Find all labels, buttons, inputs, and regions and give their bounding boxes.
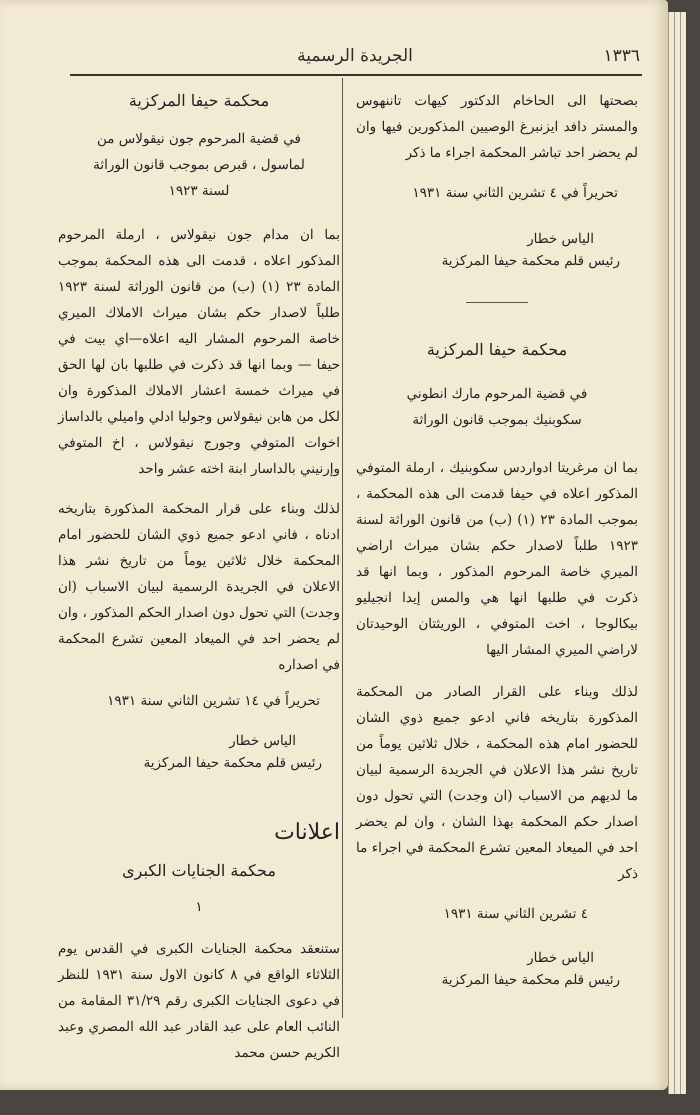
notice-paragraph: لذلك وبناء على القرار الصادر من المحكمة المذكورة بتاريخه فاني ادعو جميع ذوي الشان للحضور امام هذه المحكمة ، خلال ثلاثين يوماً من تاريخ نشر هذا الاعلان في الجريدة الرسمية لبيان ما لديهم من الاسباب (ان وجدت) التي تحول دون اصدار حكم المحكمة بهذا الشان ، وان لم يحضر احد في الميعاد المعين تشرع المحكمة في اجراء ما ذكر [356,684,638,882]
notice-paragraph: بما ان مدام جون نيقولاس ، ارملة المرحوم المذكور اعلاه ، قدمت الى هذه المحكمة بموجب المادة ٢٣ (١) (ب) من قانون الوراثة لسنة ١٩٢٣ طلباً لاصدار حكم بشان ميراث الاملاك الميري خاصة المرحوم المشار اليه اعلاه—اي بيت في حيفا — وبما انها قد ذكرت في طلبها بان لها الحق في ميراث خمسة اعشار الاملاك المذكورة وان لكل من هابن نيقولاس وجوليا ادلي واميلي بالداساز اخوات المتوفي وجورج نيقولاس ، اخ المتوفي وإرنيني بالداسار ابنة اخته عشر واحد [58,227,340,477]
column-divider [342,78,343,1018]
notice-date: تحريراً في ١٤ تشرين الثاني سنة ١٩٣١ [107,693,320,709]
page-number: ١٣٣٦ [603,46,640,66]
signature-block [58,730,340,774]
item-number: ١ [195,899,203,915]
notice-paragraph: لذلك وبناء على قرار المحكمة المذكورة بتاريخه ادناه ، فاني ادعو جميع ذوي الشان للحضور امام المحكمة خلال ثلاثين يوماً من تاريخ نشر هذا الاعلان في الجريدة الرسمية لبيان الاسباب (ان وجدت) التي تحول دون اصدار الحكم المذكور ، وان لم يحضر احد في الميعاد المعين تشرع المحكمة في اصداره [58,501,340,673]
signature-name: الياس خطار [229,733,296,749]
signature-name: الياس خطار [527,950,594,966]
left-column [58,88,340,1066]
signature-title: رئيس قلم محكمة حيفا المركزية [441,253,620,269]
notice-paragraph: ستنعقد محكمة الجنايات الكبرى في القدس يوم الثلاثاء الواقع في ٨ كانون الاول سنة ١٩٣١ للنظر في دعوى الجنايات الكبرى رقم ٣١/٢٩ المقامة من النائب العام على عبد القادر عبد الله المصري وعبد الكريم حسن محمد [58,941,341,1061]
header-rule [70,74,642,76]
signature-title: رئيس قلم محكمة حيفا المركزية [143,755,322,771]
signature-block [356,228,638,272]
page-title: الجريدة الرسمية [297,46,413,66]
notice-subtitle: في قضية المرحوم مارك انطوني سكوبنيك بموجب قانون الوراثة [406,386,588,428]
notice-heading: محكمة حيفا المركزية [128,91,270,110]
notice-date: ٤ تشرين الثاني سنة ١٩٣١ [443,906,588,922]
notice-subtitle: في قضية المرحوم جون نيقولاس من لماسول ، قبرص بموجب قانون الوراثة لسنة ١٩٢٣ [93,131,305,199]
page-header [70,46,640,72]
notice-heading: محكمة حيفا المركزية [426,340,568,359]
announcements-heading: اعلانات [274,820,340,845]
signature-block [356,947,638,991]
notice-paragraph: بصحتها الى الحاخام الدكتور كيهات تاننهوس والمستر دافد ايزنبرغ الوصيين المذكورين فيها وان لم يحضر احد تباشر المحكمة اجراء ما ذكر [356,93,638,161]
section-heading: محكمة الجنايات الكبرى [122,861,276,880]
notice-paragraph: بما ان مرغريتا ادواردس سكوبنيك ، ارملة المتوفي المذكور اعلاه في حيفا قدمت الى هذه المحكمة ، بموجب المادة ٢٣ (١) (ب) من قانون الوراثة لسنة ١٩٢٣ طلباً لاصدار حكم بشان ميراث اراضي الميري خاصة المرحوم المذكور ، وبما انها قد ذكرت في طلبها انها هي والمس إيدا انجيليو بيكالوجا ، اخت المتوفي ، الوريثتان الوحيدتان لاراضي الميري المشار اليها [356,460,639,658]
signature-title: رئيس قلم محكمة حيفا المركزية [441,972,620,988]
signature-name: الياس خطار [527,231,594,247]
notice-date: تحريراً في ٤ تشرين الثاني سنة ١٩٣١ [412,185,618,201]
right-column [356,88,638,991]
page-edge [680,12,686,1094]
